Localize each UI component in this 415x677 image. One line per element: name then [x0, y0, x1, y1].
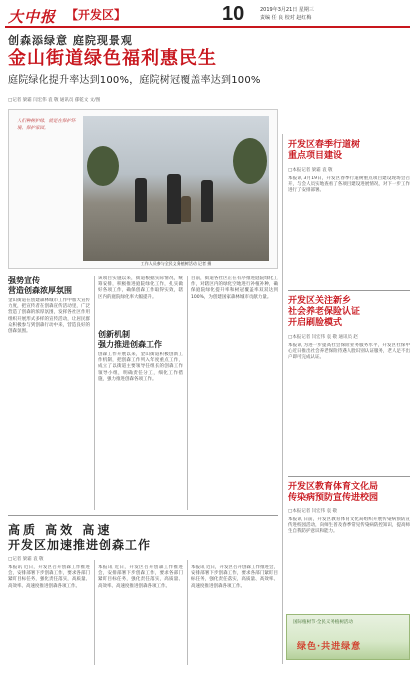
story-separator: [288, 290, 410, 291]
column-rule: [94, 560, 95, 665]
page-number: 10: [222, 3, 245, 25]
right-story-3-byline: □本报记者 闫宏伟 袁 敬: [288, 509, 338, 514]
col3-body: 目前，街道各社区正在有序推进庭院绿化工作，对辖区内的绿化空地进行补植补种，确保庭院绿化提升率和树冠覆盖率双双达到100%，为创建国家森林城市贡献力量。: [191, 276, 278, 300]
column-rule: [187, 276, 188, 510]
lead-kicker: 创森添绿意 庭院现景观: [8, 34, 133, 47]
lead-photo-panel: [8, 109, 278, 269]
lead-photo: [83, 116, 269, 261]
second-body-col2: 本报讯 近日，开发区召开创森工作推进会，安排部署下步创森工作，要求各部门紧盯目标任务，强化责任落实，高质量、高效率、高速度推进创森各项工作。: [98, 565, 183, 589]
col2-body: 该项目实施以来，街道根据实际情况，统筹安排，积极推进庭院绿化工作，扎实做好各项工作，确保创森工作取得实效，辖区内的庭院绿化率大幅提升。: [98, 276, 183, 300]
right-story-2-byline: □本报记者 闫宏伟 袁 敬 通讯员 赵: [288, 335, 358, 340]
story-separator: [288, 476, 410, 477]
masthead-divider: [5, 26, 410, 28]
right-story-1-byline: □本报记者 梁霜 袁 敬: [288, 168, 333, 173]
right-story-3-headline: 开发区教育体育文化局 传染病预防宣传进校园: [288, 482, 379, 503]
right-story-2-headline: 开发区关注新乡 社会养老保险认证 开启刷脸模式: [288, 296, 361, 328]
tree-shape: [233, 138, 267, 184]
right-story-1-body: 本报讯 3月19日，开发区春季行道树重点项目建设现场会召开，与会人员实地查看了各项目建设进展情况，对下一步工作进行了安排部署。: [288, 176, 410, 194]
photo-sidebar-text: 人们种树护绿，就是在保护环境、保护家园。: [17, 119, 76, 131]
lead-byline: □记者 梁霜 闫宏伟 袁 敬 通讯员 郁乾文 文/图: [8, 98, 101, 103]
right-story-1-headline: 开发区春季行道树 重点项目建设: [288, 140, 361, 161]
photo-caption: 工作人员参与全民义务植树活动 记者 摄: [140, 261, 212, 266]
second-headline-line2: 开发区加速推进创森工作: [8, 538, 152, 552]
column-rule: [94, 276, 95, 510]
col2-body-2: 创森工作开展以来，金山街道积极创新工作机制，把创森工作列入年度重点工作，成立了以街道主要领导任组长的创森工作领导小组，明确责任分工，细化工作措施，强力推进创森各项工作。: [98, 352, 183, 382]
tree-shape: [87, 146, 119, 186]
col2-title: 创新机制 强力推进创森工作: [98, 330, 162, 349]
right-story-2-body: 本报讯 为进一步提高社会保险业务服务水平，开发区社保中心近日推出社会养老保险待遇人脸识别认证服务，老人足不出户即可完成认证。: [288, 343, 410, 361]
section-name: 【开发区】: [66, 8, 127, 22]
col1-title: 强势宣传 营造创森浓厚氛围: [8, 276, 72, 295]
second-body-col1: 本报讯 近日，开发区召开创森工作推进会，安排部署下步创森工作，要求各部门紧盯目标任务，强化责任落实，高质量、高效率、高速度推进创森各项工作。: [8, 565, 90, 589]
masthead-logo: 大中报: [8, 8, 57, 26]
lead-subhead: 庭院绿化提升率达到100%，庭院树冠覆盖率达到100%: [8, 75, 261, 86]
column-rule: [187, 560, 188, 665]
public-service-ad: [286, 614, 410, 660]
person-figure: [135, 178, 147, 222]
rail-divider: [282, 134, 283, 664]
col1-body: 金山街道在创建森林城市工作中加大宣传力度，把宣传者在创森宣传活动里，广泛营造了创森的浓厚氛围，发挥各社区作用组织开展形式多样的宣传活动，让居民群众积极参与到创森行动中来，营造良好的创森氛围。: [8, 298, 90, 335]
person-figure: [167, 174, 181, 224]
second-body-col3: 本报讯 近日，开发区召开创森工作推进会，安排部署下步创森工作，要求各部门紧盯目标任务，强化责任落实，高质量、高效率、高速度推进创森各项工作。: [191, 565, 278, 589]
story-separator: [8, 515, 278, 516]
person-figure: [201, 180, 213, 222]
editor-line: 责编 任 良 校对 赵红梅: [260, 15, 312, 21]
lead-headline: 金山街道绿色福利惠民生: [8, 48, 217, 69]
second-headline-line1: 高质 高效 高速: [8, 523, 113, 537]
person-figure: [181, 196, 191, 222]
right-story-3-body: 本报讯 日前，开发区教育体育文化局组织开展传染病预防宣传进校园活动，向师生普及春季常见传染病防控知识，提高师生自我防护意识和能力。: [288, 517, 410, 535]
date-line: 2019年3月21日 星期三: [260, 7, 314, 13]
second-byline: □记者 梁霜 袁 敬: [8, 557, 44, 562]
ad-slogan: 绿色·共进绿意: [297, 642, 362, 652]
ad-top-text: 国际植树节·全民义务植树活动: [293, 620, 353, 625]
